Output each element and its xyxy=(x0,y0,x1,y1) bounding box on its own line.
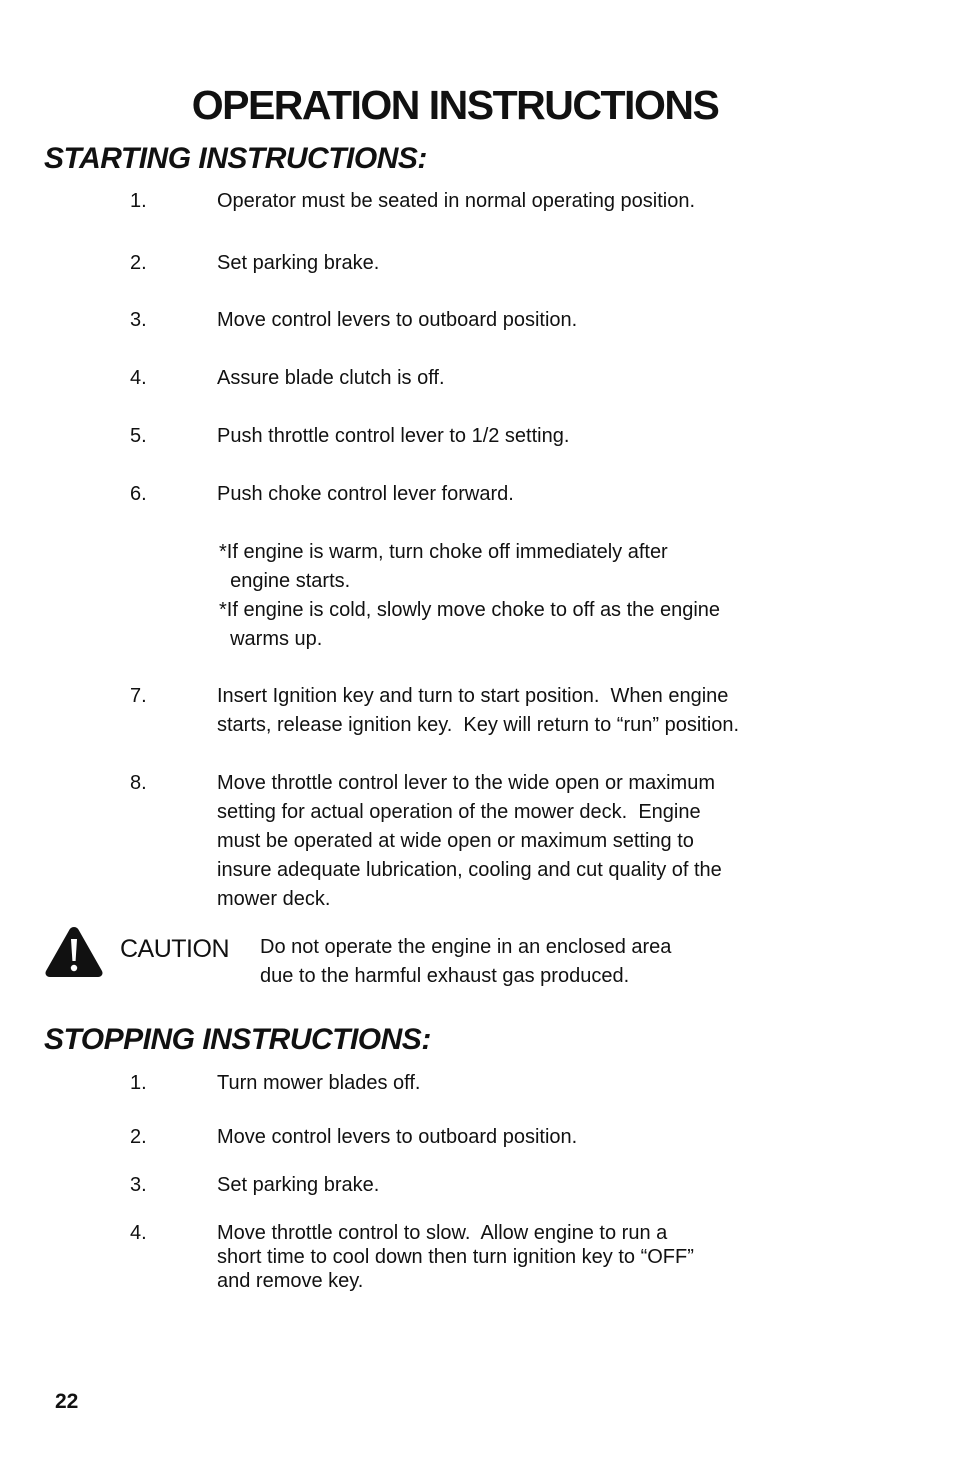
note-line: *If engine is cold, slowly move choke to off as the engine xyxy=(219,599,721,621)
page-number: 22 xyxy=(55,1390,79,1413)
step-text xyxy=(217,480,514,509)
step-line: Move control levers to outboard position. xyxy=(217,1126,578,1148)
step-number: 8. xyxy=(130,772,147,794)
step-number: 4. xyxy=(130,367,147,389)
step-text xyxy=(217,1123,577,1152)
step-number: 1. xyxy=(130,190,147,212)
note-line: engine starts. xyxy=(219,570,351,592)
step-text xyxy=(217,249,379,278)
page-title: OPERATION INSTRUCTIONS xyxy=(191,82,719,128)
step-line: Push choke control lever forward. xyxy=(217,483,514,505)
caution-line: Do not operate the engine in an enclosed area xyxy=(260,936,672,958)
step-text xyxy=(217,422,569,451)
step-text xyxy=(217,769,722,914)
caution-label: CAUTION xyxy=(120,935,229,963)
step-number: 2. xyxy=(130,1126,147,1148)
note-line: warms up. xyxy=(219,628,323,650)
step-line: Move control levers to outboard position. xyxy=(217,309,578,331)
step-line: Insert Ignition key and turn to start position. When engine xyxy=(217,685,729,707)
caution-line: due to the harmful exhaust gas produced. xyxy=(260,965,630,987)
step-line: mower deck. xyxy=(217,888,331,910)
step-line: Operator must be seated in normal operating position. xyxy=(217,190,696,212)
step-line: short time to cool down then turn ignition key to “OFF” xyxy=(217,1246,694,1268)
step-line: and remove key. xyxy=(217,1270,364,1292)
step-text xyxy=(217,1171,379,1200)
step-line: Turn mower blades off. xyxy=(217,1072,421,1094)
step-text xyxy=(217,364,445,393)
step-text xyxy=(217,306,577,335)
stopping-instructions-heading: STOPPING INSTRUCTIONS: xyxy=(44,1023,431,1056)
choke-note-warm xyxy=(219,538,668,596)
step-number: 1. xyxy=(130,1072,147,1094)
starting-instructions-heading: STARTING INSTRUCTIONS: xyxy=(44,142,427,175)
step-number: 5. xyxy=(130,425,147,447)
step-line: Push throttle control lever to 1/2 setting. xyxy=(217,425,570,447)
step-text xyxy=(217,1221,694,1293)
step-number: 6. xyxy=(130,483,147,505)
note-line: *If engine is warm, turn choke off immediately after xyxy=(219,541,668,563)
step-number: 7. xyxy=(130,685,147,707)
choke-note-cold xyxy=(219,596,720,654)
step-number: 3. xyxy=(130,1174,147,1196)
caution-text xyxy=(260,933,671,991)
step-number: 3. xyxy=(130,309,147,331)
step-line: Move throttle control to slow. Allow engine to run a xyxy=(217,1222,668,1244)
step-line: Set parking brake. xyxy=(217,1174,380,1196)
step-line: starts, release ignition key. Key will return to “run” position. xyxy=(217,714,740,736)
warning-triangle-icon xyxy=(44,925,104,979)
step-text xyxy=(217,187,695,216)
step-number: 4. xyxy=(130,1222,147,1244)
step-line: Assure blade clutch is off. xyxy=(217,367,445,389)
step-line: Set parking brake. xyxy=(217,252,380,274)
step-text xyxy=(217,1069,420,1098)
step-line: setting for actual operation of the mower deck. Engine xyxy=(217,801,701,823)
step-text xyxy=(217,682,739,740)
step-line: must be operated at wide open or maximum setting to xyxy=(217,830,694,852)
step-line: insure adequate lubrication, cooling and cut quality of the xyxy=(217,859,722,881)
step-line: Move throttle control lever to the wide open or maximum xyxy=(217,772,715,794)
step-number: 2. xyxy=(130,252,147,274)
